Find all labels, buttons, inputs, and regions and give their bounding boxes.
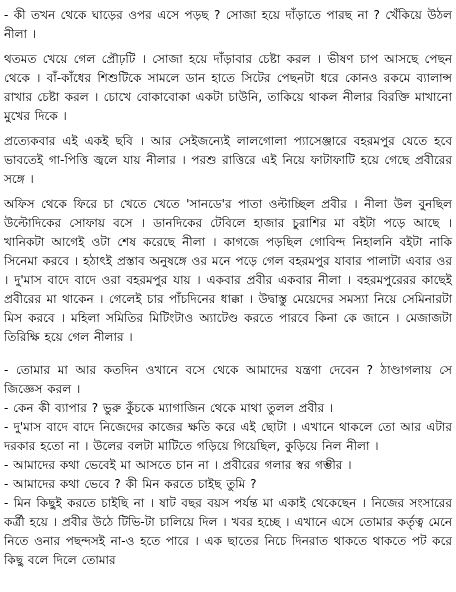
dialogue-line: - কেন কী ব্যাপার ? ভুরু কুঁচকে ম্যাগাজিন থেকে মাথা তুলল প্রবীর । (4, 401, 334, 415)
dialogue-line: - আমাদের কথা ভেবেই মা আসতে চান না । প্রবীরের গলার স্বর গম্ভীর । (4, 458, 352, 472)
dialogue-line: - আমাদের কথা ভেবে ? কী মিন করতে চাইছ তুমি ? (4, 477, 257, 491)
paragraph-old-man: থতমত খেয়ে গেল প্রৌঢ়টি । সোজা হয়ে দাঁড়াবার চেষ্টা করল । ভীষণ চাপ আসছে পেছন থেকে । বাঁ-কাঁধের শিশুটিকে সামলে ডান হাতে সিটের পেছনটা ধরে কোনও রকমে ব্যালান্স রাখার চেষ্টা করল । চোখে বোকাবোকা একটা চাউনি, তাকিয়ে থাকল নীলার বিরক্তি মাখানো মুখের দিকে । (4, 52, 452, 123)
paragraph-office-return: অফিস থেকে ফিরে চা খেতে খেতে 'সানডে'র পাতা ওল্টাচ্ছিল প্রবীর । নীলা উল বুনছিল উল্টোদিকের সোফায় বসে । ডানদিকের টেবিলে হাজার চুরাশির মা বইটা পড়ে আছে । খানিকটা আগেই ওটা শেষ করেছে নীলা । কাগজে পড়ছিল গোবিন্দ নিহালনি বইটা নাকি সিনেমা করবে । হঠাৎই প্রস্তাব অনুষঙ্গে ওর মনে পড়ে গেল বহরমপুর যাবার পালাটা এবার ওর । দু'মাস বাদে বাদে ওরা বহরমপুর যায় । একবার প্রবীর একবার নীলা । বহরমপুরেরর কাছেই প্রবীরের মা থাকেন । গেলেই চার পাঁচদিনের ধাক্কা । উদ্বাস্তু মেয়েদের সমস্যা নিয়ে সেমিনারটা মিস করবে । মহিলা সমিতির মিটিংটাও অ্যাটেণ্ড করতে পারবে কিনা কে জানে । মেজাজটা তিরিক্ষি হয়ে গেল নীলার । (4, 197, 452, 344)
paragraph-opening-dialogue: - কী তখন থেকে ঘাড়ের ওপর এসে পড়ছ ? সোজা হয়ে দাঁড়াতে পারছ না ? খেঁকিয়ে উঠল নীলা । (4, 8, 452, 41)
paragraph-gap (4, 353, 452, 361)
dialogue-line: - দু'মাস বাদে বাদে নিজেদের কাজের ক্ষতি করে এই ছোটা । এখানে থাকলে তো আর এটার দরকার হতো না । উলের বলটা মাটিতে গড়িয়ে গিয়েছিল, কুড়িয়ে নিল নীলা । (4, 420, 452, 453)
paragraph-every-time: প্রত্যেকবার এই একই ছবি । আর সেইজন্যেই লালগোলা প্যাসেঞ্জারে বহরমপুর যেতে হবে ভাবতেই গা-পিত্তি জ্বলে যায় নীলার । পরশু রাত্তিরে এই নিয়ে ফাটাফাটি হয়ে গেছে প্রবীরের সঙ্গে । (4, 134, 452, 186)
dialogue-line: - মিন কিছুই করতে চাইছি না । ষাট বছর বয়স পর্যন্ত মা একাই থেকেছেন । নিজের সংসারের কর্ত্রী হয়ে । প্রবীর উঠে টিভি-টা চালিয়ে দিল । খবর হচ্ছে । এখানে এসে তোমার কর্তৃত্ব মেনে নিতে ওনার পছন্দসই না-ও হতে পারে । এক ছাতের নিচে দিনরাত থাকতে থাকতে পট করে কিছু বলে দিলে তোমার (4, 496, 452, 567)
dialogue-line: - তোমার মা আর কতদিন ওখানে বসে থেকে আমাদের যন্ত্রণা দেবেন ? ঠাণ্ডাগলায় সে জিজ্ঞেস করল । (4, 363, 452, 396)
